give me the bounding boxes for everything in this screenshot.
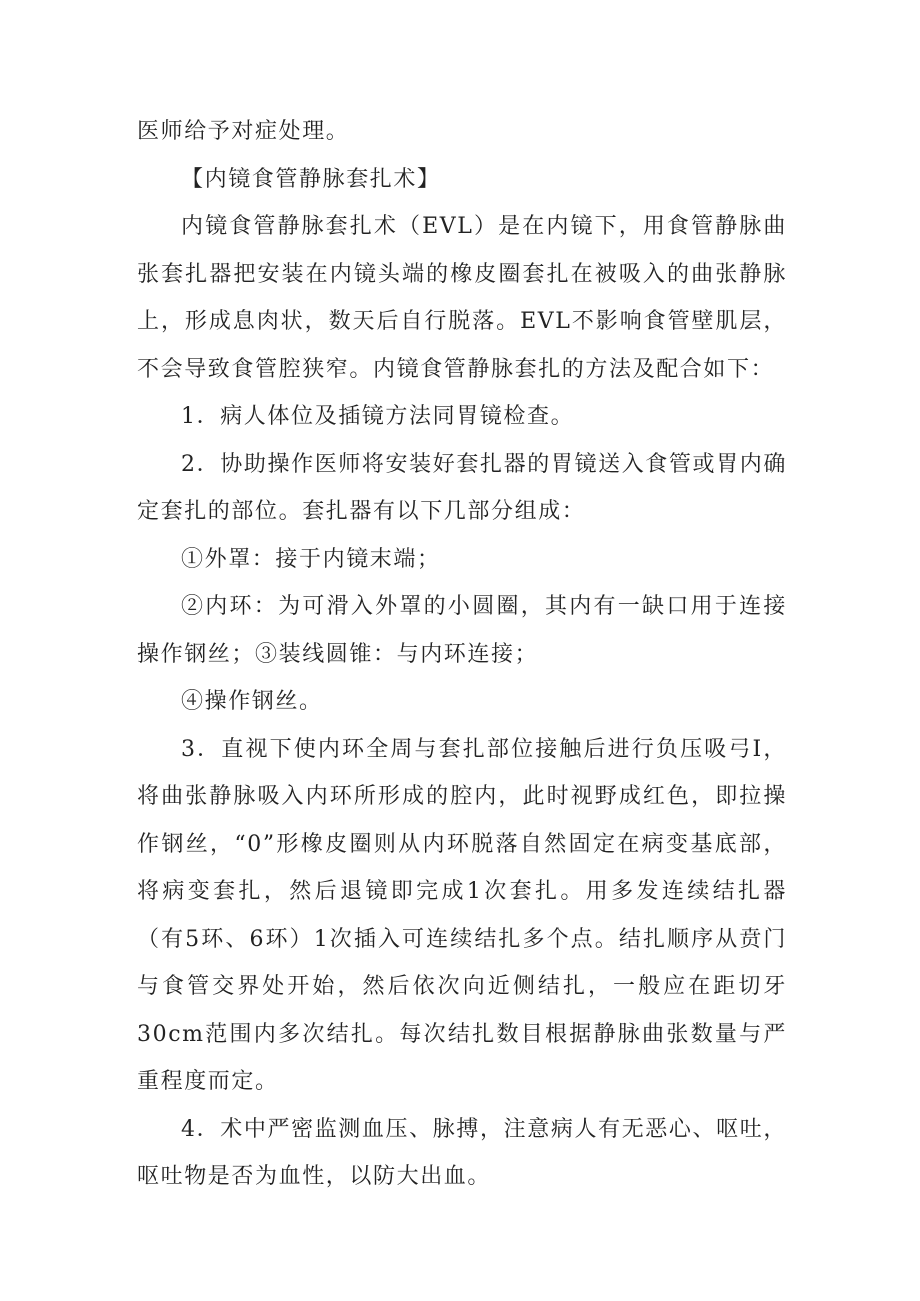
paragraph-continuation: 医师给予对症处理。 [137,119,350,144]
component-operating-wire: ④操作钢丝。 [181,689,323,714]
step-4: 4．术中严密监测血压、脉搏，注意病人有无恶心、呕吐，呕吐物是否为血性，以防大出血。 [137,1116,787,1189]
step-1: 1．病人体位及插镜方法同胃镜检查。 [181,404,575,429]
paragraph-intro: 内镜食管静脉套扎术（EVL）是在内镜下，用食管静脉曲张套扎器把安装在内镜头端的橡皮圈套扎在被吸入的曲张静脉上，形成息肉状，数天后自行脱落。EVL不影响食管壁肌层，不会导致食管腔狭窄。内镜食管静脉套扎的方法及配合如下： [137,214,787,382]
document-body [137,108,787,1201]
step-2: 2．协助操作医师将安装好套扎器的胃镜送入食管或胃内确定套扎的部位。套扎器有以下几部分组成： [137,451,787,524]
section-heading: 【内镜食管静脉套扎术】 [181,166,441,192]
component-inner-ring: ②内环：为可滑入外罩的小圆圈，其内有一缺口用于连接操作钢丝；③装线圆锥：与内环连接； [137,594,787,667]
step-3: 3．直视下使内环全周与套扎部位接触后进行负压吸弓I，将曲张静脉吸入内环所形成的腔内，此时视野成红色，即拉操作钢丝，“0”形橡皮圈则从内环脱落自然固定在病变基底部，将病变套扎，然后退镜即完成1次套扎。用多发连续结扎器（有5环、6环）1次插入可连续结扎多个点。结扎顺序从贲门与食管交界处开始，然后依次向近侧结扎，一般应在距切牙30cm范围内多次结扎。每次结扎数目根据静脉曲张数量与严重程度而定。 [137,736,787,1094]
component-outer-cover: ①外罩：接于内镜末端； [181,546,441,572]
